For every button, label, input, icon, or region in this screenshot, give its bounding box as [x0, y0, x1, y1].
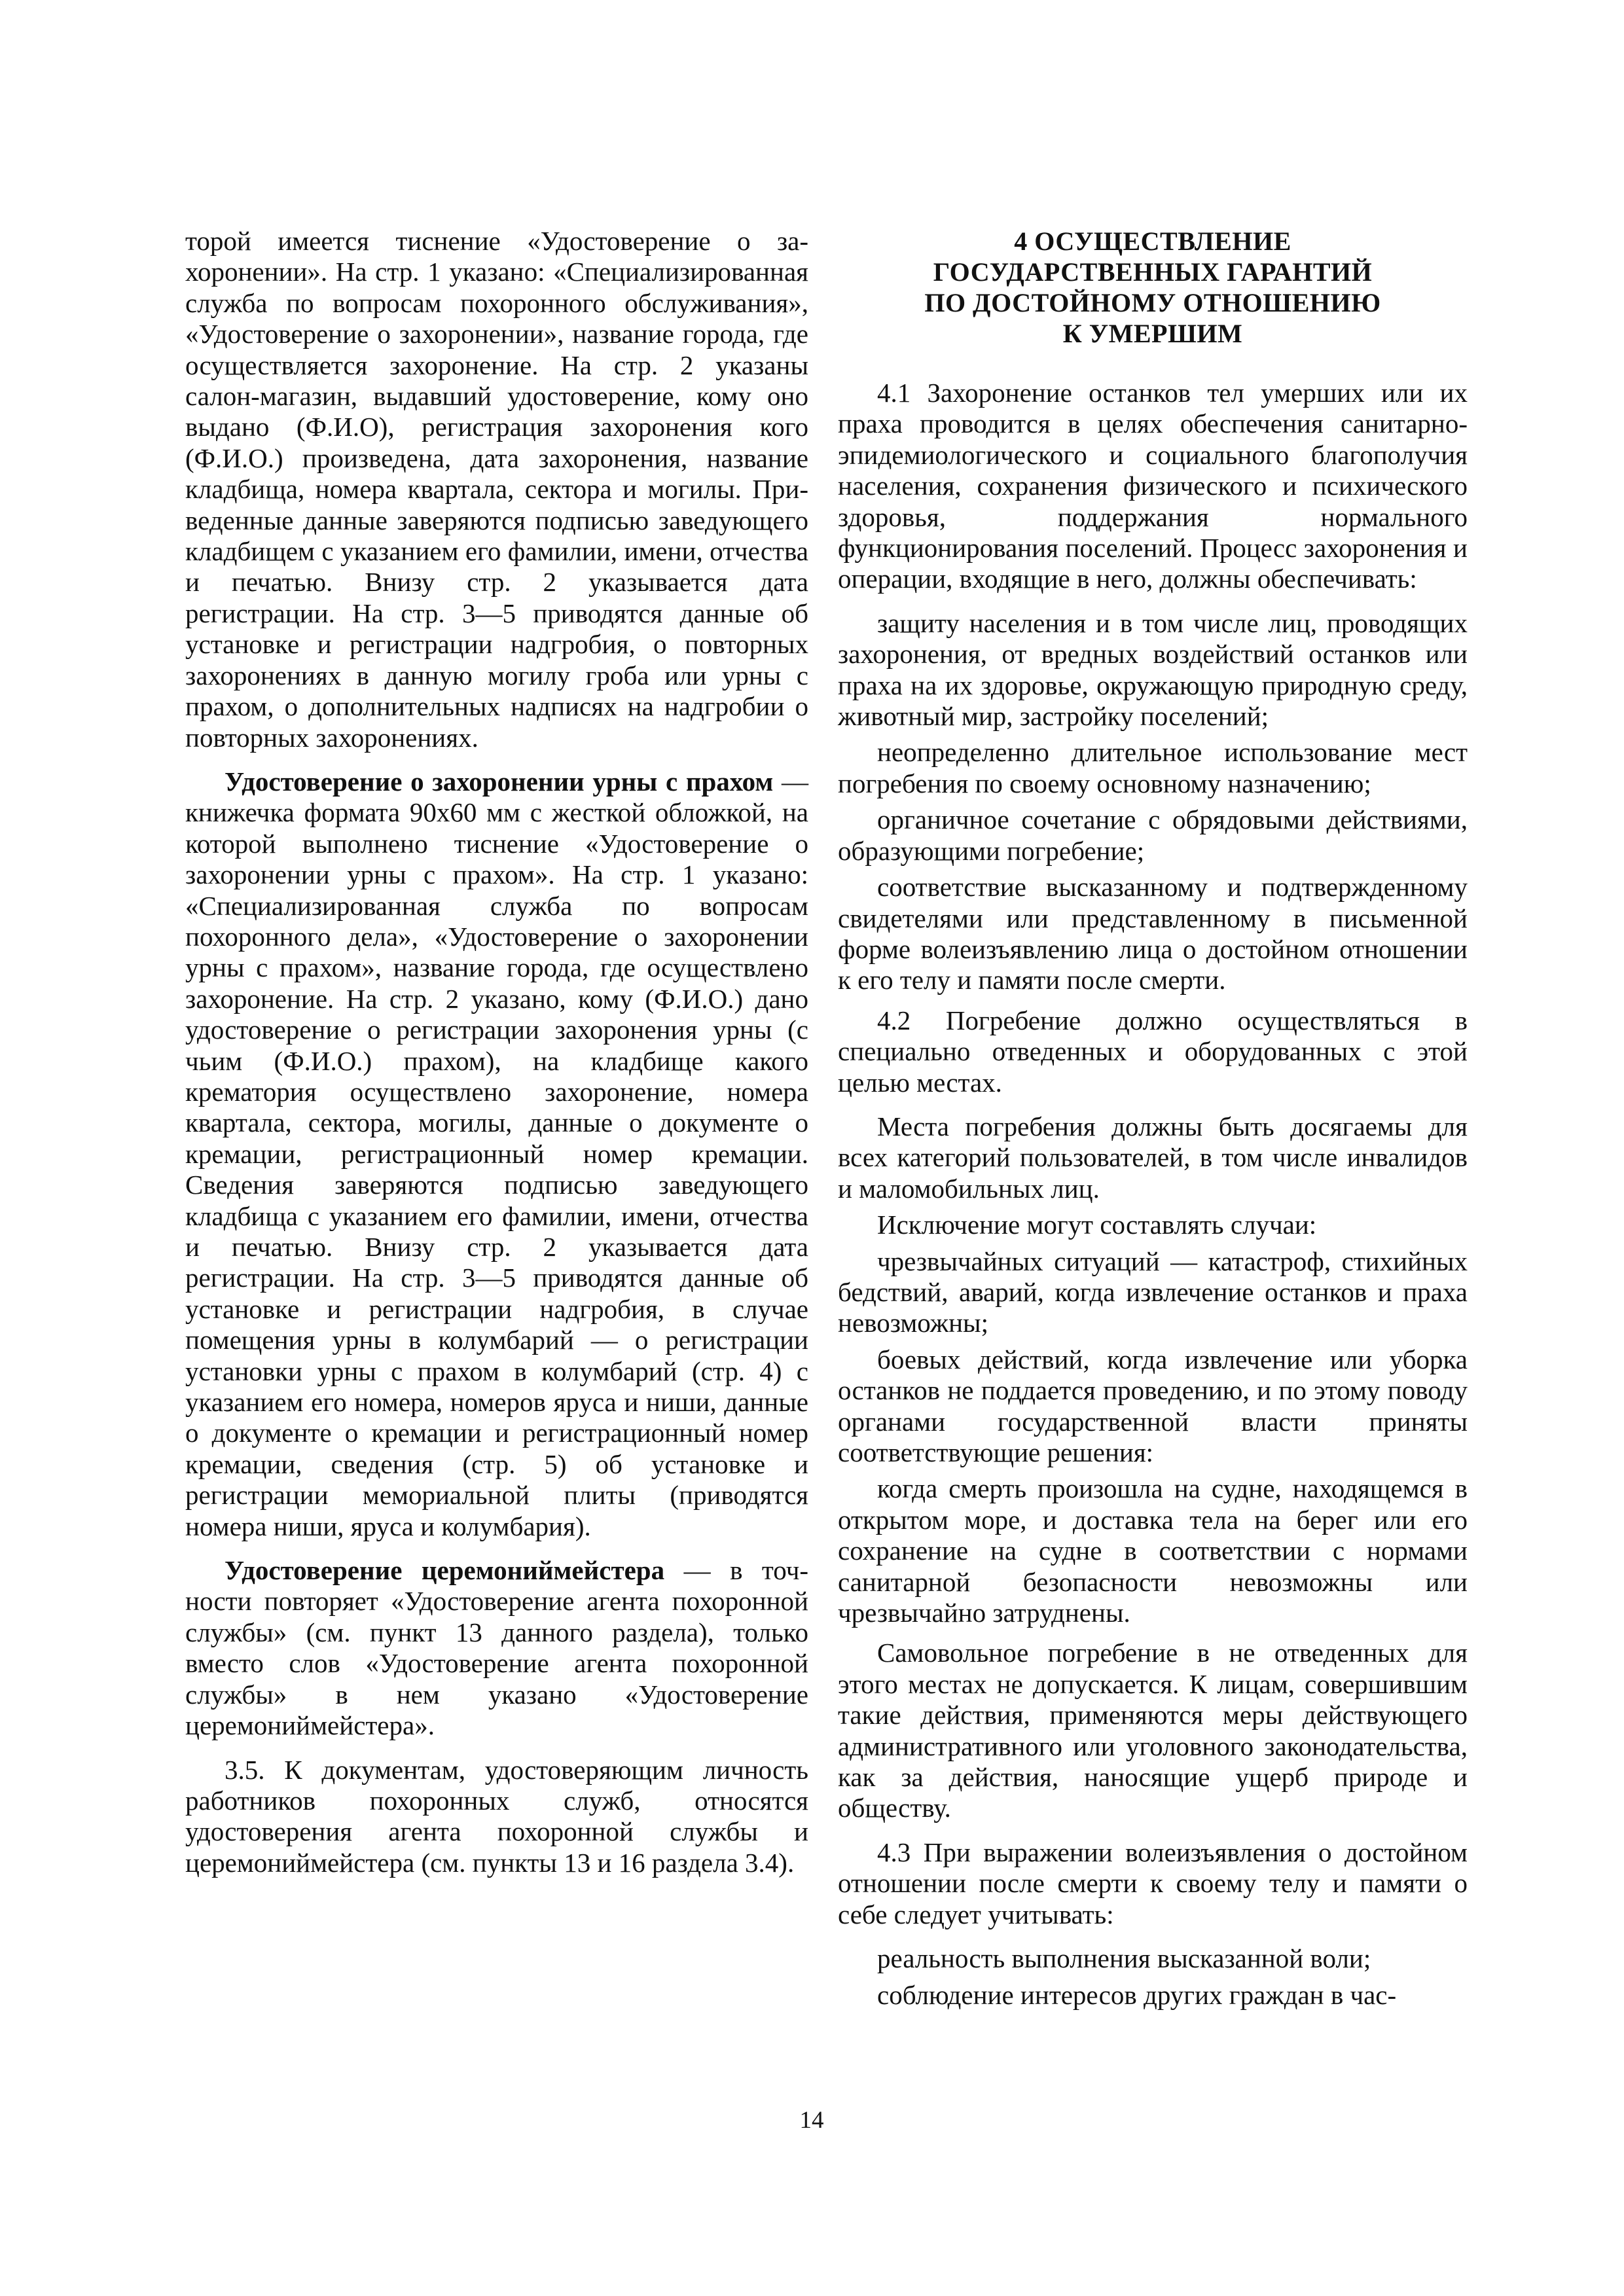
list-item-4-3: реальность выполнения высказанной воли;: [877, 1943, 1371, 1974]
paragraph-4-2-accessibility: Места погребения должны быть досягаемы для всех категорий пользователей, в том числе инвалидов и маломобильных лиц.: [838, 1111, 1468, 1204]
section-title-line: ПО ДОСТОЙНОМУ ОТНОШЕНИЮ: [924, 288, 1381, 317]
list-item-4-2: когда смерть произошла на судне, находящемся в открытом море, и доставка тела на берег или его сохранение на судне в соответствии с нормами санитарной безопасности невозможны или чрезвычайно затруднены.: [838, 1473, 1468, 1628]
list-item-4-1: неопределенно длительное использование мест погребения по своему основному назначению;: [838, 737, 1468, 798]
page-number: 14: [799, 2107, 824, 2134]
paragraph-4-2-exceptions: Исключение могут составлять случаи:: [877, 1210, 1317, 1240]
list-item-4-2: боевых действий, когда извлечение или уборка останков не поддается проведению, и по этому поводу органами государственной власти приняты соответствующие решения:: [838, 1344, 1468, 1467]
definition-ceremony-master-certificate: — в точности повторяет «Удостоверение агента похоронной службы» (см. пункт 13 данного раздела), только вместо слов «Удостоверение агента похоронной службы» в нем указано «Удостоверение церемониймейстера».: [185, 1555, 808, 1741]
paragraph-urn-burial-certificate: [185, 766, 808, 1542]
definition-urn-burial-certificate: — книжечка формата 90x60 мм с жесткой обложкой, на которой выполнено тиснение «Удостоверение о захоронении урны с прахом». На стр. 1 указано: «Специализированная служба по вопросам похоронного дела», «Удостоверение о захоронении урны с прахом», название города, где осуществлено захоронение. На стр. 2 указано, кому (Ф.И.О.) дано удостоверение о регистрации захоронения урны (с чьим (Ф.И.О.) прахом), на кладбище какого крематория осуществлено захоронение, номера квартала, сектора, могилы, данные о документе о кремации, регистрационный номер кремации. Сведения заверяются подписью заведующего кладбища с указанием его фамилии, имени, отчества и печатью. Внизу стр. 2 указывается дата регистрации. На стр. 3—5 приводятся данные об установке и регистрации надгробия, в случае помещения урны в колумбарий — о регистрации установки урны с прахом в колумбарий (стр. 4) с указанием его номера, номеров яруса и ниши, данные о документе о кремации и регистрационный номер кремации, сведения (стр. 5) об установке и регистрации мемориальной плиты (приводятся номера ниши, яруса и колумбария).: [185, 766, 809, 1541]
term-ceremony-master-certificate: Удостоверение церемониймейстера: [225, 1555, 665, 1586]
section-title-line: 4 ОСУЩЕСТВЛЕНИЕ: [1014, 226, 1291, 256]
section-title-line: К УМЕРШИМ: [1062, 319, 1243, 348]
list-item-4-3: соблюдение интересов других граждан в час-: [877, 1979, 1397, 2010]
paragraph-4-2: 4.2 Погребение должно осуществляться в специально отведенных и оборудованных с этой целью местах.: [838, 1005, 1468, 1098]
paragraph-certificate-of-burial: торой имеется тиснение «Удостоверение о захоронении». На стр. 1 указано: «Специализированная служба по вопросам похоронного обслуживания», «Удостоверение о захоронении», название города, где осуществляется захоронение. На стр. 2 указаны салон-магазин, выдавший удостоверение, кому оно выдано (Ф.И.О), регистрация захоронения кого (Ф.И.О.) произведена, дата захоронения, название кладбища, номера квартала, сектора и могилы. Приведенные данные заверяются подписью заведующего кладбищем с указанием его фамилии, имени, отчества и печатью. Внизу стр. 2 указывается дата регистрации. На стр. 3—5 приводятся данные об установке и регистрации надгробия, о повторных захоронениях в данную могилу гроба или урны с прахом, о дополнительных надписях на надгробии о повторных захоронениях.: [185, 226, 808, 753]
section-title-line: ГОСУДАРСТВЕННЫХ ГАРАНТИЙ: [933, 257, 1373, 287]
paragraph-4-3: 4.3 При выражении волеизъявления о достойном отношении после смерти к своему телу и памяти о себе следует учитывать:: [838, 1837, 1468, 1929]
paragraph-4-1: 4.1 Захоронение останков тел умерших или их праха проводится в целях обеспечения санитарно-эпидемиологического и социального благополучия населения, сохранения физического и психического здоровья, поддержания нормального функционирования поселений. Процесс захоронения и операции, входящие в него, должны обеспечивать:: [838, 378, 1468, 594]
list-item-4-1: защиту населения и в том числе лиц, проводящих захоронения, от вредных воздействий останков или праха на их здоровье, окружающую природную среду, животный мир, застройку поселений;: [838, 607, 1468, 732]
list-item-4-2: чрезвычайных ситуаций — катастроф, стихийных бедствий, аварий, когда извлечение останков и праха невозможны;: [838, 1246, 1468, 1338]
list-item-4-1: органичное сочетание с обрядовыми действиями, образующими погребение;: [838, 804, 1468, 866]
list-item-4-1: соответствие высказанному и подтвержденному свидетелями или представленному в письменной форме волеизъявлению лица о достойном отношении к его телу и памяти после смерти.: [838, 872, 1468, 996]
section-4-title: [838, 226, 1468, 349]
right-column: [838, 226, 1468, 2016]
paragraph-4-2-unauthorized-burial: Самовольное погребение в не отведенных для этого местах не допускается. К лицам, совершившим такие действия, применяются меры действующего административного или уголовного законодательства, как за действия, наносящие ущерб природе и обществу.: [838, 1638, 1468, 1823]
term-urn-burial-certificate: Удостоверение о захоронении урны с прахом: [225, 766, 774, 797]
paragraph-ceremony-master-certificate: [185, 1555, 808, 1741]
paragraph-3-5: 3.5. К документам, удостоверяющим личность работников похоронных служб, относятся удостоверения агента похоронной службы и церемониймейстера (см. пункты 13 и 16 раздела 3.4).: [185, 1754, 808, 1878]
left-column: [185, 226, 808, 1892]
